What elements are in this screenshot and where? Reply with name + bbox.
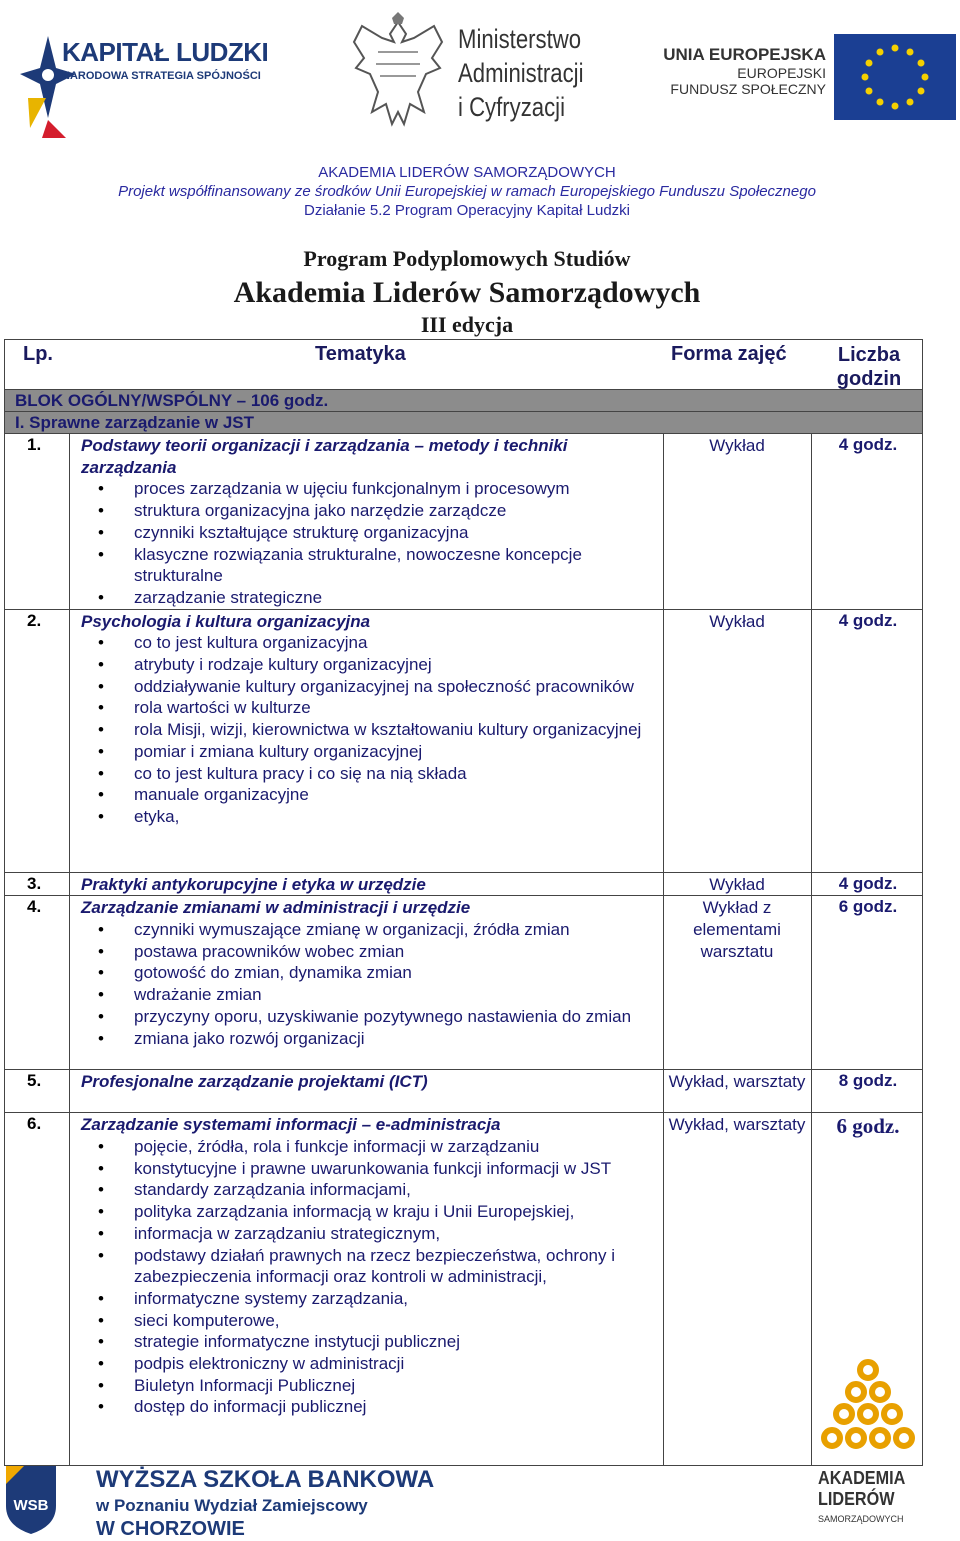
table-row (5, 1113, 922, 1465)
list-item: • postawa pracowników wobec zmian (81, 941, 646, 963)
list-item: • standardy zarządzania informacjami, (81, 1179, 646, 1201)
list-item: • polityka zarządzania informacją w kraju i Unii Europejskiej, (81, 1201, 646, 1223)
list-item: • co to jest kultura pracy i co się na nią składa (81, 763, 646, 785)
list-item: • informatyczne systemy zarządzania, (81, 1288, 646, 1310)
wsb-line2: w Poznaniu Wydział Zamiejscowy (96, 1496, 368, 1515)
header-logos (0, 0, 960, 160)
akademia-pyramid-icon (820, 1358, 916, 1462)
wsb-line1: WYŻSZA SZKOŁA BANKOWA (96, 1466, 435, 1493)
program-table (4, 339, 923, 1466)
table-row (5, 873, 922, 897)
row-hours: 4 godz. (838, 873, 898, 893)
table-row (5, 1070, 922, 1113)
column-divider (811, 896, 812, 1069)
project-action: Działanie 5.2 Program Operacyjny Kapitał Ludzki (304, 202, 630, 219)
list-item: • co to jest kultura organizacyjna (81, 632, 646, 654)
topic-list (81, 632, 646, 827)
ministerstwo-line3: i Cyfryzacji (458, 92, 566, 122)
unia-europejska-logo-text (656, 45, 826, 97)
project-name: AKADEMIA LIDERÓW SAMORZĄDOWYCH (318, 164, 616, 181)
eagle-emblem-icon (348, 12, 448, 130)
topic-title: Podstawy teorii organizacji i zarządzania – metody i techniki zarządzania (81, 436, 568, 477)
row-number: 1. (27, 435, 42, 454)
unia-line3: FUNDUSZ SPOŁECZNY (670, 81, 826, 97)
list-item: • Biuletyn Informacji Publicznej (81, 1375, 646, 1397)
list-item: • rola Misji, wizji, kierownictwa w kształtowaniu kultury organizacyjnej (81, 719, 646, 741)
table-row (5, 896, 922, 1070)
column-divider (69, 1113, 70, 1465)
header-form: Forma zajęć (671, 343, 787, 365)
column-divider (811, 434, 812, 609)
kapital-ludzki-subtitle: NARODOWA STRATEGIA SPÓJNOŚCI (62, 70, 261, 82)
row-topic (81, 1113, 646, 1418)
list-item: • proces zarządzania w ujęciu funkcjonalnym i procesowym (81, 478, 646, 500)
column-divider (811, 610, 812, 872)
row-hours: 6 godz. (836, 1114, 900, 1139)
row-form: Wykład (709, 874, 765, 894)
column-divider (69, 1070, 70, 1112)
list-item: • konstytucyjne i prawne uwarunkowania funkcji informacji w JST (81, 1158, 646, 1180)
akademia-line2: LIDERÓW (818, 1489, 895, 1509)
akademia-logo-text (818, 1468, 918, 1524)
row-number: 6. (27, 1114, 42, 1134)
column-divider (663, 896, 664, 1069)
column-divider (811, 873, 812, 896)
list-item: • zmiana jako rozwój organizacji (81, 1028, 646, 1050)
column-divider (663, 1113, 664, 1465)
akademia-line1: AKADEMIA (818, 1468, 906, 1488)
topic-title: Zarządzanie systemami informacji – e-administracja (81, 1115, 501, 1135)
wsb-logo-text (96, 1466, 434, 1541)
program-title: Program Podyplomowych Studiów (303, 246, 631, 271)
kapital-ludzki-title: KAPITAŁ LUDZKI (62, 37, 269, 67)
row-hours: 6 godz. (838, 897, 898, 917)
column-divider (69, 873, 70, 896)
topic-list (81, 478, 646, 608)
column-divider (811, 1113, 812, 1465)
row-number: 5. (27, 1071, 42, 1091)
row-form: Wykład z elementami warsztatu (693, 898, 781, 961)
column-divider (69, 896, 70, 1069)
akademia-line3: SAMORZĄDOWYCH (818, 1514, 904, 1524)
row-form: Wykład (709, 611, 765, 631)
row-topic (81, 873, 646, 896)
row-number: 3. (27, 873, 42, 893)
academy-title: Akademia Liderów Samorządowych (233, 276, 701, 309)
list-item: • oddziaływanie kultury organizacyjnej na społeczność pracowników (81, 676, 646, 698)
list-item: • podstawy działań prawnych na rzecz bezpieczeństwa, ochrony i zabezpieczenia informacji oraz kontroli w administracji, (81, 1245, 646, 1288)
wsb-shield-icon (2, 1462, 60, 1536)
list-item: • manuale organizacyjne (81, 784, 646, 806)
edition-title: III edycja (420, 312, 514, 337)
topic-title: Zarządzanie zmianami w administracji i urzędzie (81, 898, 471, 918)
eu-flag-icon (834, 34, 956, 120)
column-divider (663, 873, 664, 896)
wsb-line3: W CHORZOWIE (96, 1518, 245, 1540)
table-body (5, 434, 922, 1465)
row-topic (81, 896, 646, 1049)
list-item: • czynniki wymuszające zmianę w organizacji, źródła zmian (81, 919, 646, 941)
column-divider (69, 610, 70, 872)
ministerstwo-logo-text (458, 22, 583, 124)
wsb-badge-text: WSB (13, 1497, 49, 1514)
row-form: Wykład, warsztaty (668, 1072, 806, 1092)
column-divider (663, 610, 664, 872)
section-row: I. Sprawne zarządzanie w JST (5, 412, 922, 434)
header-lp: Lp. (23, 343, 53, 365)
ministerstwo-line1: Ministerstwo (458, 24, 582, 54)
row-hours: 4 godz. (838, 435, 898, 454)
row-topic (81, 1070, 646, 1093)
list-item: • klasyczne rozwiązania strukturalne, nowoczesne koncepcje strukturalne (81, 544, 646, 587)
list-item: • sieci komputerowe, (81, 1310, 646, 1332)
column-divider (663, 1070, 664, 1112)
list-item: • wdrażanie zmian (81, 984, 646, 1006)
list-item: • rola wartości w kulturze (81, 697, 646, 719)
column-divider (663, 434, 664, 609)
list-item: • zarządzanie strategiczne (81, 587, 646, 609)
row-hours: 4 godz. (838, 610, 898, 630)
row-form: Wykład, warsztaty (668, 1115, 806, 1135)
row-number: 2. (27, 610, 42, 630)
topic-title: Praktyki antykorupcyjne i etyka w urzędzie (81, 874, 426, 894)
row-topic (81, 434, 646, 609)
list-item: • atrybuty i rodzaje kultury organizacyjnej (81, 654, 646, 676)
header-topic: Tematyka (315, 343, 406, 365)
topic-title: Psychologia i kultura organizacyjna (81, 611, 371, 631)
topic-list (81, 1136, 646, 1418)
row-hours: 8 godz. (838, 1071, 898, 1091)
list-item: • dostęp do informacji publicznej (81, 1396, 646, 1418)
column-divider (811, 1070, 812, 1112)
list-item: • informacja w zarządzaniu strategicznym, (81, 1223, 646, 1245)
list-item: • etyka, (81, 806, 646, 828)
list-item: • przyczyny oporu, uzyskiwanie pozytywnego nastawienia do zmian (81, 1006, 646, 1028)
list-item: • strategie informatyczne instytucji publicznej (81, 1331, 646, 1353)
block-row: BLOK OGÓLNY/WSPÓLNY – 106 godz. (5, 390, 922, 412)
list-item: • struktura organizacyjna jako narzędzie zarządcze (81, 500, 646, 522)
list-item: • pomiar i zmiana kultury organizacyjnej (81, 741, 646, 763)
table-header (5, 340, 922, 390)
row-form: Wykład (709, 436, 765, 455)
column-divider (69, 434, 70, 609)
list-item: • czynniki kształtujące strukturę organizacyjna (81, 522, 646, 544)
header-hours: Liczba godzin (836, 344, 902, 390)
table-row (5, 434, 922, 610)
row-number: 4. (27, 897, 42, 917)
table-row (5, 610, 922, 873)
unia-line2: EUROPEJSKI (737, 65, 826, 81)
project-info (0, 163, 934, 220)
topic-list (81, 919, 646, 1049)
list-item: • gotowość do zmian, dynamika zmian (81, 962, 646, 984)
list-item: • podpis elektroniczny w administracji (81, 1353, 646, 1375)
unia-line1: UNIA EUROPEJSKA (663, 45, 826, 64)
row-topic (81, 610, 646, 828)
list-item: • pojęcie, źródła, rola i funkcje informacji w zarządzaniu (81, 1136, 646, 1158)
project-cofinancing: Projekt współfinansowany ze środków Unii Europejskiej w ramach Europejskiego Funduszu Społecznego (118, 183, 816, 200)
topic-title: Profesjonalne zarządzanie projektami (ICT) (81, 1072, 428, 1092)
ministerstwo-line2: Administracji (458, 58, 584, 88)
